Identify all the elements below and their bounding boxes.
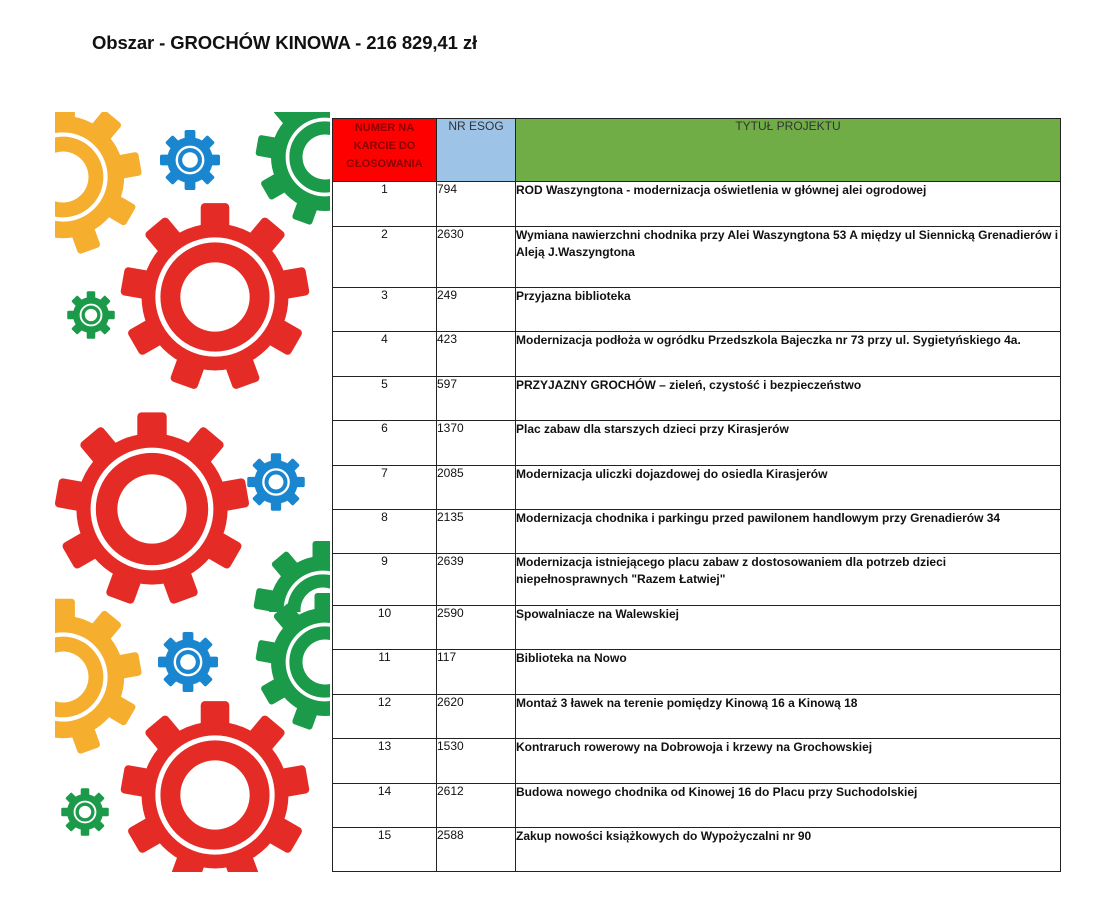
- esog-number-cell: 249: [437, 288, 516, 332]
- table-row: [333, 650, 1061, 695]
- vote-number-cell: 3: [333, 288, 437, 332]
- project-title-cell: Zakup nowości książkowych do Wypożyczalni nr 90: [516, 828, 1061, 872]
- gears-illustration: [55, 112, 330, 872]
- esog-number-cell: 2620: [437, 695, 516, 739]
- table-row: [333, 332, 1061, 377]
- gear-green-small-1: [67, 291, 115, 339]
- project-title-cell: Wymiana nawierzchni chodnika przy Alei Waszyngtona 53 A między ul Siennicką Grenadierów i Aleją J.Waszyngtona: [516, 227, 1061, 288]
- gear-green-1: [255, 112, 330, 225]
- vote-number-cell: 13: [333, 739, 437, 784]
- gear-blue-3: [158, 632, 218, 692]
- esog-number-cell: 117: [437, 650, 516, 695]
- esog-number-cell: 1530: [437, 739, 516, 784]
- project-title-cell: Przyjazna biblioteka: [516, 288, 1061, 332]
- esog-number-cell: 2588: [437, 828, 516, 872]
- table-row: [333, 288, 1061, 332]
- table-row: [333, 739, 1061, 784]
- esog-number-cell: 2135: [437, 510, 516, 554]
- header-vote-number: NUMER NA KARCIE DO GŁOSOWANIA: [333, 119, 437, 182]
- table-row: [333, 377, 1061, 421]
- vote-number-cell: 12: [333, 695, 437, 739]
- table-row: [333, 554, 1061, 606]
- project-title-cell: Modernizacja istniejącego placu zabaw z dostosowaniem dla potrzeb dzieci niepełnosprawnych "Razem Łatwiej": [516, 554, 1061, 606]
- project-title-cell: Plac zabaw dla starszych dzieci przy Kirasjerów: [516, 421, 1061, 466]
- project-title-cell: Modernizacja chodnika i parkingu przed pawilonem handlowym przy Grenadierów 34: [516, 510, 1061, 554]
- esog-number-cell: 2085: [437, 466, 516, 510]
- vote-number-cell: 15: [333, 828, 437, 872]
- project-title-cell: Kontraruch rowerowy na Dobrowoja i krzewy na Grochowskiej: [516, 739, 1061, 784]
- gear-red-1: [120, 203, 310, 390]
- vote-number-cell: 14: [333, 784, 437, 828]
- gears-icon: [55, 112, 330, 872]
- table-header-row: [333, 119, 1061, 182]
- esog-number-cell: 1370: [437, 421, 516, 466]
- esog-number-cell: 597: [437, 377, 516, 421]
- project-title-cell: Budowa nowego chodnika od Kinowej 16 do Placu przy Suchodolskiej: [516, 784, 1061, 828]
- vote-number-cell: 9: [333, 554, 437, 606]
- table-row: [333, 182, 1061, 227]
- project-title-cell: Biblioteka na Nowo: [516, 650, 1061, 695]
- project-title-cell: Modernizacja uliczki dojazdowej do osiedla Kirasjerów: [516, 466, 1061, 510]
- project-title-cell: ROD Waszyngtona - modernizacja oświetlenia w głównej alei ogrodowej: [516, 182, 1061, 227]
- table-row: [333, 695, 1061, 739]
- table-row: [333, 466, 1061, 510]
- esog-number-cell: 423: [437, 332, 516, 377]
- vote-number-cell: 1: [333, 182, 437, 227]
- gear-yellow-1: [55, 112, 142, 255]
- table-row: [333, 606, 1061, 650]
- table-row: [333, 227, 1061, 288]
- gear-blue-2: [247, 453, 305, 511]
- project-title-cell: Montaż 3 ławek na terenie pomiędzy Kinową 16 a Kinową 18: [516, 695, 1061, 739]
- vote-number-cell: 7: [333, 466, 437, 510]
- esog-number-cell: 2639: [437, 554, 516, 606]
- esog-number-cell: 2630: [437, 227, 516, 288]
- esog-number-cell: 2590: [437, 606, 516, 650]
- vote-number-cell: 8: [333, 510, 437, 554]
- table-row: [333, 828, 1061, 872]
- project-title-cell: Spowalniacze na Walewskiej: [516, 606, 1061, 650]
- gear-blue-1: [160, 130, 220, 190]
- vote-number-cell: 5: [333, 377, 437, 421]
- gear-red-2: [55, 412, 250, 604]
- vote-number-cell: 4: [333, 332, 437, 377]
- vote-number-cell: 11: [333, 650, 437, 695]
- table-row: [333, 421, 1061, 466]
- project-title-cell: Modernizacja podłoża w ogródku Przedszkola Bajeczka nr 73 przy ul. Sygietyńskiego 4a.: [516, 332, 1061, 377]
- esog-number-cell: 2612: [437, 784, 516, 828]
- header-project-title: TYTUŁ PROJEKTU: [516, 119, 1061, 182]
- vote-number-cell: 2: [333, 227, 437, 288]
- vote-number-cell: 10: [333, 606, 437, 650]
- table-row: [333, 510, 1061, 554]
- esog-number-cell: 794: [437, 182, 516, 227]
- vote-number-cell: 6: [333, 421, 437, 466]
- header-esog-number: NR ESOG: [437, 119, 516, 182]
- table-row: [333, 784, 1061, 828]
- project-title-cell: PRZYJAZNY GROCHÓW – zieleń, czystość i bezpieczeństwo: [516, 377, 1061, 421]
- gear-green-small-3: [61, 788, 109, 836]
- page-title: Obszar - GROCHÓW KINOWA - 216 829,41 zł: [92, 32, 478, 53]
- projects-table: [332, 118, 1061, 872]
